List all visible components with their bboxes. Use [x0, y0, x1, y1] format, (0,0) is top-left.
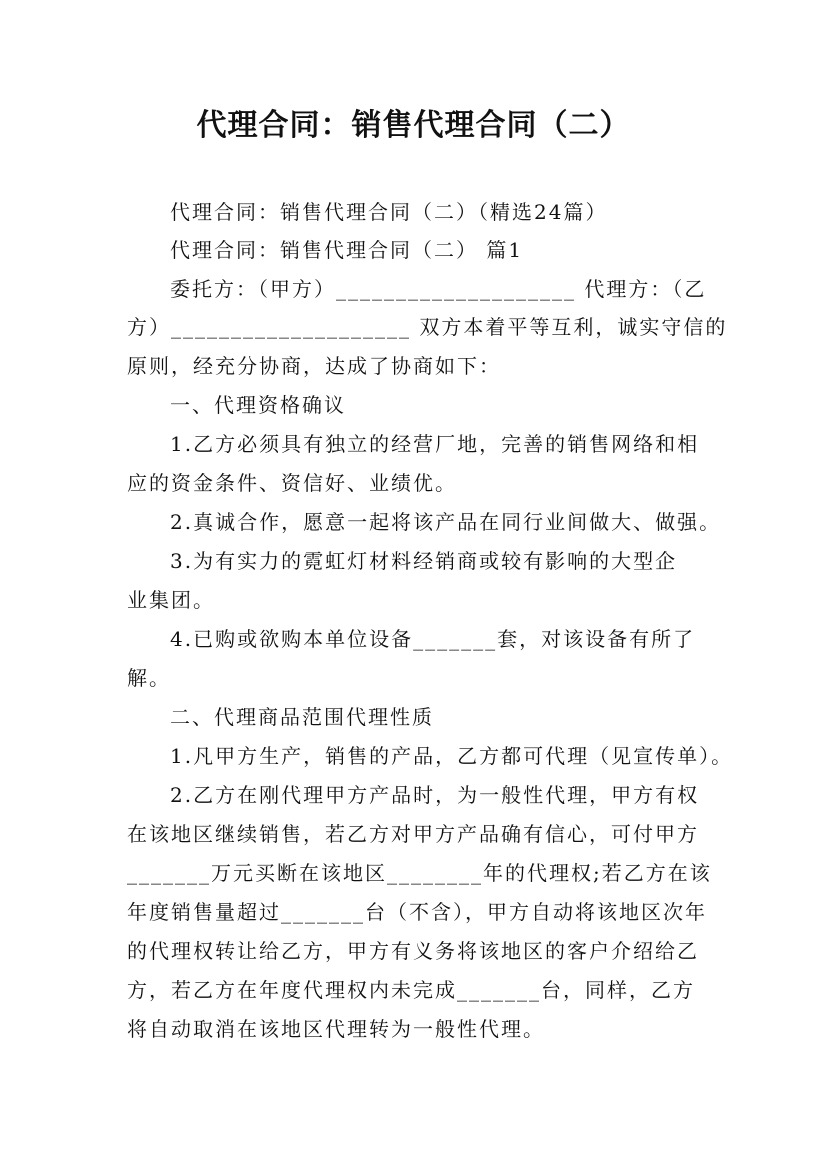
paragraph-line: 2.乙方在刚代理甲方产品时，为一般性代理，甲方有权	[170, 783, 700, 807]
paragraph-line: _______万元买断在该地区________年的代理权;若乙方在该	[127, 861, 712, 885]
document-title: 代理合同：销售代理合同（二）	[196, 108, 631, 143]
paragraph-line: 委托方：（甲方）____________________ 代理方：（乙	[170, 277, 707, 301]
section-heading: 代理合同：销售代理合同（二） 篇1	[170, 238, 524, 262]
paragraph-line: 2.真诚合作，愿意一起将该产品在同行业间做大、做强。	[170, 510, 722, 534]
paragraph-line: 方）____________________ 双方本着平等互利，诚实守信的	[127, 315, 728, 339]
paragraph-line: 的代理权转让给乙方，甲方有义务将该地区的客户介绍给乙	[127, 939, 699, 963]
subtitle-line: 代理合同：销售代理合同（二）（精选24篇）	[170, 200, 608, 224]
paragraph-line: 4.已购或欲购本单位设备_______套，对该设备有所了	[170, 627, 696, 651]
paragraph-line: 3.为有实力的霓虹灯材料经销商或较有影响的大型企	[170, 549, 678, 573]
paragraph-line: 原则，经充分协商，达成了协商如下：	[127, 354, 501, 378]
paragraph-line: 业集团。	[127, 588, 215, 612]
paragraph-line: 1.乙方必须具有独立的经营厂地，完善的销售网络和相	[170, 432, 700, 456]
paragraph-line: 应的资金条件、资信好、业绩优。	[127, 471, 457, 495]
section-heading: 一、代理资格确议	[170, 393, 346, 417]
paragraph-line: 方，若乙方在年度代理权内未完成_______台，同样，乙方	[127, 978, 695, 1002]
paragraph-line: 在该地区继续销售，若乙方对甲方产品确有信心，可付甲方	[127, 822, 699, 846]
paragraph-line: 解。	[127, 666, 171, 690]
paragraph-line: 年度销售量超过_______台（不含），甲方自动将该地区次年	[127, 900, 707, 924]
paragraph-line: 1.凡甲方生产，销售的产品，乙方都可代理（见宣传单）。	[170, 744, 734, 768]
section-heading: 二、代理商品范围代理性质	[170, 705, 434, 729]
paragraph-line: 将自动取消在该地区代理转为一般性代理。	[127, 1017, 545, 1041]
